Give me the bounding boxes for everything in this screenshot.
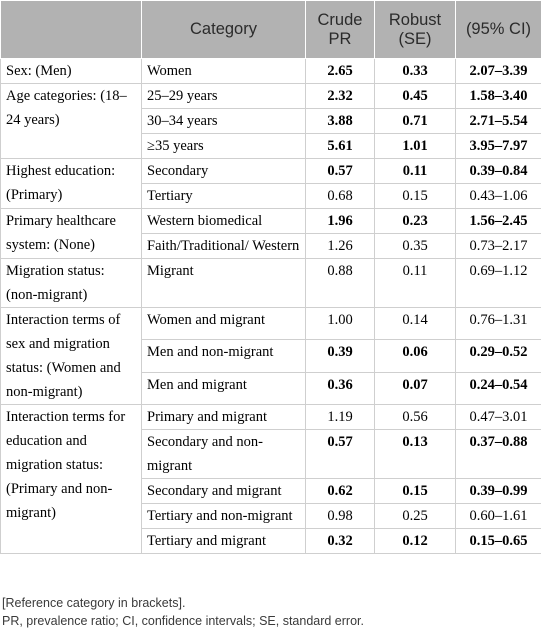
category-cell: Women [142,59,306,84]
header-category: Category [142,1,306,59]
crude-pr-cell: 0.62 [306,479,375,504]
table-notes [2,594,364,630]
ci-cell: 0.24–0.54 [456,372,541,404]
robust-se-cell: 1.01 [375,134,456,159]
robust-se-cell: 0.11 [375,159,456,184]
reference-category-cell: Migration status: (non-migrant) [1,259,142,308]
reference-category-cell: Age categories: (18–24 years) [1,84,142,159]
robust-se-cell: 0.35 [375,234,456,259]
reference-category-cell: Sex: (Men) [1,59,142,84]
crude-pr-cell: 3.88 [306,109,375,134]
crude-pr-cell: 0.88 [306,259,375,308]
category-cell: Tertiary and migrant [142,529,306,554]
category-cell: Men and non-migrant [142,340,306,372]
category-cell: Men and migrant [142,372,306,404]
category-cell: ≥35 years [142,134,306,159]
header-crude-pr: Crude PR [306,1,375,59]
crude-pr-cell: 0.57 [306,430,375,479]
category-cell: 25–29 years [142,84,306,109]
robust-se-cell: 0.13 [375,430,456,479]
crude-pr-cell: 0.98 [306,504,375,529]
robust-se-cell: 0.12 [375,529,456,554]
reference-category-cell: Primary healthcare system: (None) [1,209,142,259]
robust-se-cell: 0.07 [375,372,456,404]
robust-se-cell: 0.23 [375,209,456,234]
category-cell: 30–34 years [142,109,306,134]
category-cell: Secondary and non-migrant [142,430,306,479]
ci-cell: 1.58–3.40 [456,84,541,109]
crude-pr-cell: 0.57 [306,159,375,184]
ci-cell: 0.15–0.65 [456,529,541,554]
crude-pr-cell: 1.26 [306,234,375,259]
category-cell: Tertiary [142,184,306,209]
ci-cell: 0.39–0.84 [456,159,541,184]
reference-category-cell: Interaction terms for education and migration status: (Primary and non-migrant) [1,405,142,554]
robust-se-cell: 0.71 [375,109,456,134]
crude-pr-cell: 2.65 [306,59,375,84]
header-row [1,1,541,59]
robust-se-cell: 0.33 [375,59,456,84]
crude-pr-cell: 2.32 [306,84,375,109]
ci-cell: 0.69–1.12 [456,259,541,308]
ci-cell: 1.56–2.45 [456,209,541,234]
crude-pr-cell: 1.00 [306,308,375,340]
robust-se-cell: 0.15 [375,184,456,209]
table-row [1,405,541,430]
table-row [1,59,541,84]
ci-cell: 0.43–1.06 [456,184,541,209]
table-row [1,308,541,340]
robust-se-cell: 0.14 [375,308,456,340]
category-cell: Faith/Traditional/ Western [142,234,306,259]
robust-se-cell: 0.56 [375,405,456,430]
robust-se-cell: 0.06 [375,340,456,372]
note-reference: [Reference category in brackets]. [2,596,186,610]
category-cell: Secondary and migrant [142,479,306,504]
robust-se-cell: 0.15 [375,479,456,504]
table-row [1,159,541,184]
table-body [1,59,541,554]
ci-cell: 0.37–0.88 [456,430,541,479]
ci-cell: 0.29–0.52 [456,340,541,372]
robust-se-cell: 0.25 [375,504,456,529]
category-cell: Secondary [142,159,306,184]
header-ci: (95% CI) [456,1,541,59]
crude-pr-cell: 0.36 [306,372,375,404]
category-cell: Migrant [142,259,306,308]
table-row [1,209,541,234]
category-cell: Women and migrant [142,308,306,340]
header-robust-se: Robust (SE) [375,1,456,59]
ci-cell: 0.39–0.99 [456,479,541,504]
robust-se-cell: 0.45 [375,84,456,109]
table-row [1,259,541,308]
note-abbreviations: PR, prevalence ratio; CI, confidence intervals; SE, standard error. [2,614,364,628]
header-reference [1,1,142,59]
category-cell: Tertiary and non-migrant [142,504,306,529]
reference-category-cell: Interaction terms of sex and migration status: (Women and non-migrant) [1,308,142,405]
ci-cell: 0.60–1.61 [456,504,541,529]
ci-cell: 2.71–5.54 [456,109,541,134]
reference-category-cell: Highest education: (Primary) [1,159,142,209]
table-row [1,84,541,109]
category-cell: Primary and migrant [142,405,306,430]
crude-pr-cell: 1.96 [306,209,375,234]
robust-se-cell: 0.11 [375,259,456,308]
crude-pr-cell: 1.19 [306,405,375,430]
crude-pr-cell: 0.32 [306,529,375,554]
ci-cell: 0.73–2.17 [456,234,541,259]
ci-cell: 3.95–7.97 [456,134,541,159]
ci-cell: 2.07–3.39 [456,59,541,84]
crude-pr-cell: 5.61 [306,134,375,159]
crude-pr-cell: 0.39 [306,340,375,372]
ci-cell: 0.76–1.31 [456,308,541,340]
crude-pr-cell: 0.68 [306,184,375,209]
ci-cell: 0.47–3.01 [456,405,541,430]
category-cell: Western biomedical [142,209,306,234]
